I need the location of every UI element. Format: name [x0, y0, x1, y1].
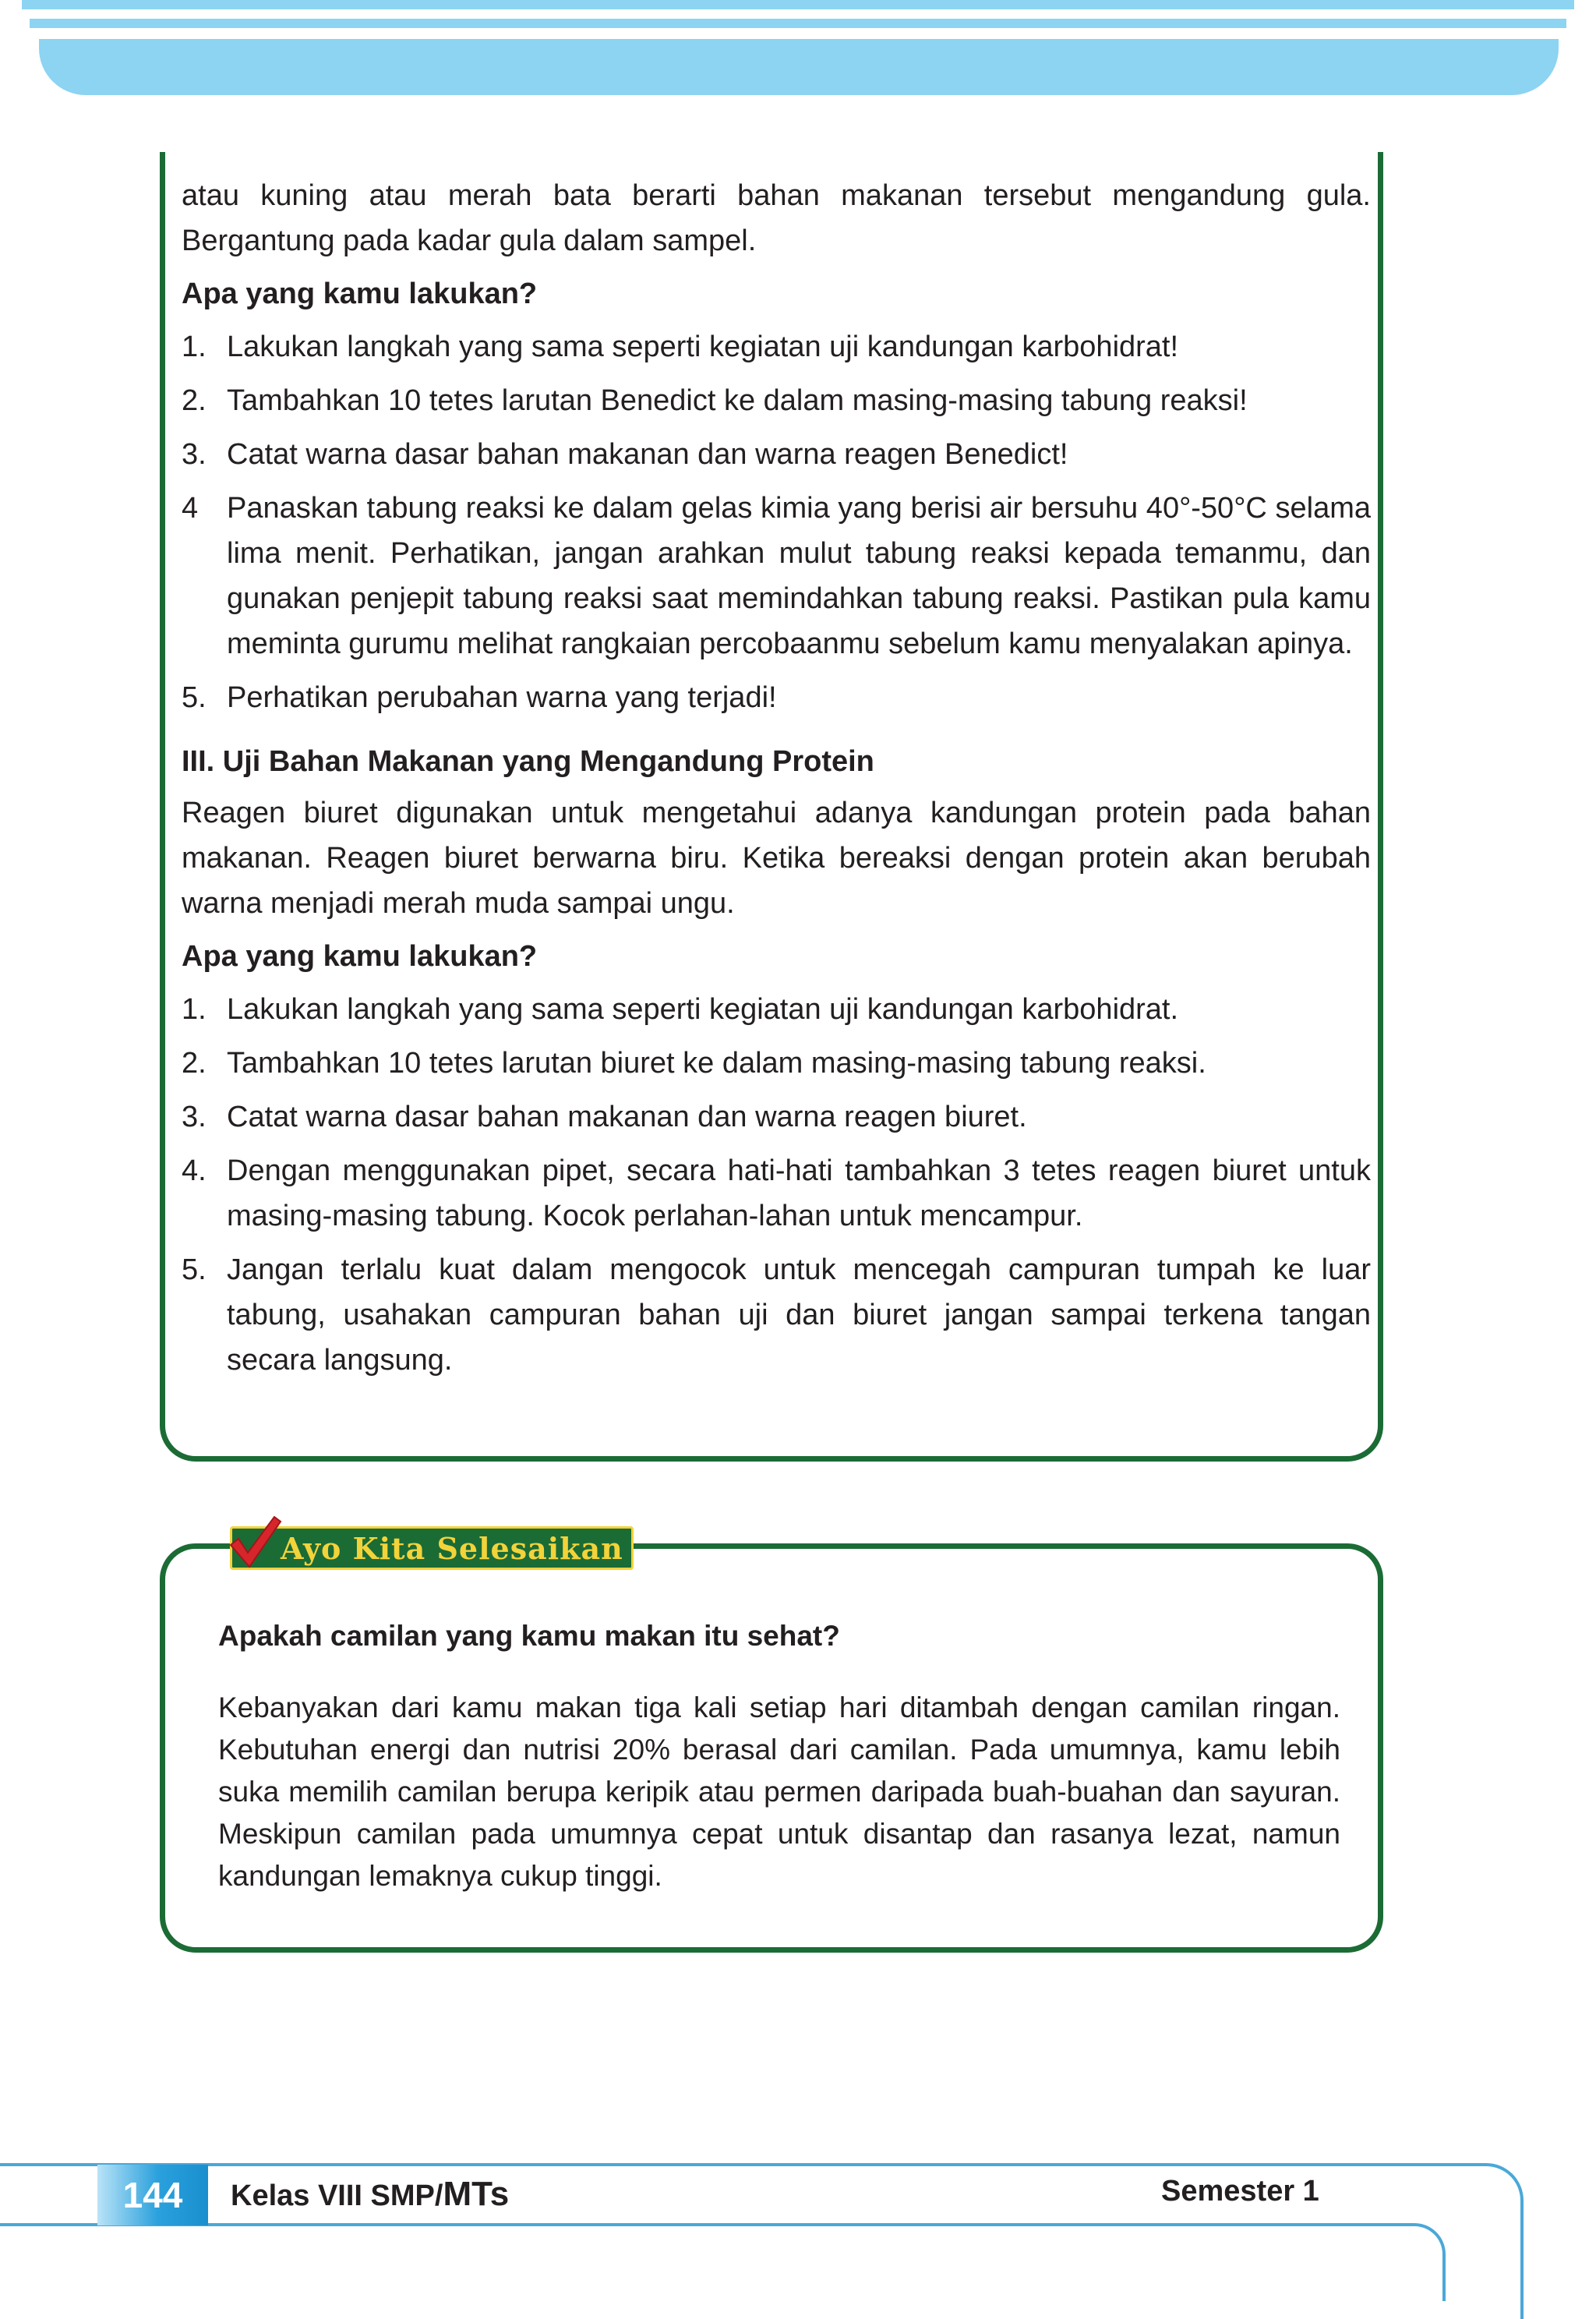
intro-paragraph: atau kuning atau merah bata berarti bahan makanan tersebut mengandung gula. Bergantung pada kadar gula dalam sampel. — [182, 179, 1371, 257]
header-band — [39, 39, 1559, 95]
list-number: 4 — [182, 492, 199, 525]
list-number: 3. — [182, 438, 207, 471]
list-item — [182, 1148, 1371, 1239]
list-item — [182, 1041, 1371, 1086]
header-stripe-middle — [30, 19, 1566, 28]
ayo-kita-selesaikan-badge — [230, 1526, 634, 1570]
reflection-paragraph: Kebanyakan dari kamu makan tiga kali setiap hari ditambah dengan camilan ringan. Kebutuhan energi dan nutrisi 20% berasal dari camilan. Pada umumnya, kamu lebih suka memilih camilan berupa keripik atau permen daripada buah-buahan dan sayuran. Meskipun camilan pada umumnya cepat untuk disantap dan rasanya lezat, namun kandungan lemaknya cukup tinggi. — [218, 1692, 1340, 1892]
list-number: 5. — [182, 681, 207, 714]
steps-list-biuret — [182, 987, 1371, 1383]
list-item — [182, 675, 1371, 720]
list-text: Perhatikan perubahan warna yang terjadi! — [227, 681, 777, 714]
page-number: 144 — [122, 2175, 183, 2215]
list-text: Lakukan langkah yang sama seperti kegiatan uji kandungan karbohidrat! — [227, 331, 1179, 363]
footer-semester: Semester 1 — [1161, 2175, 1319, 2208]
list-item — [182, 324, 1371, 369]
list-item — [182, 486, 1371, 666]
reflection-content — [218, 1615, 1340, 1897]
steps-heading: Apa yang kamu lakukan? — [182, 278, 538, 310]
list-item — [182, 432, 1371, 477]
list-text: Catat warna dasar bahan makanan dan warna reagen biuret. — [227, 1101, 1027, 1133]
steps-list-benedict — [182, 324, 1371, 720]
list-text: Tambahkan 10 tetes larutan biuret ke dalam masing-masing tabung reaksi. — [227, 1047, 1206, 1080]
list-number: 1. — [182, 993, 207, 1026]
footer-class-label — [231, 2175, 509, 2214]
list-text: Dengan menggunakan pipet, secara hati-hati tambahkan 3 tetes reagen biuret untuk masing-masing tabung. Kocok perlahan-lahan untuk mencampur. — [227, 1154, 1371, 1232]
list-text: Lakukan langkah yang sama seperti kegiatan uji kandungan karbohidrat. — [227, 993, 1179, 1026]
list-text: Panaskan tabung reaksi ke dalam gelas kimia yang berisi air bersuhu 40°-50°C selama lima menit. Perhatikan, jangan arahkan mulut tabung reaksi kepada temanmu, dan gunakan penjepit tabung reaksi saat memindahkan tabung reaksi. Pastikan pula kamu meminta gurumu melihat rangkaian percobaanmu sebelum kamu menyalakan apinya. — [227, 492, 1371, 660]
header-stripe-top — [22, 0, 1574, 9]
activity-content — [182, 173, 1371, 1391]
list-text: Tambahkan 10 tetes larutan Benedict ke dalam masing-masing tabung reaksi! — [227, 384, 1248, 417]
list-item — [182, 1247, 1371, 1383]
page-number-tab — [97, 2165, 208, 2225]
list-item — [182, 1094, 1371, 1140]
list-number: 5. — [182, 1253, 207, 1286]
list-item — [182, 378, 1371, 423]
list-number: 4. — [182, 1154, 207, 1187]
badge-label: Ayo Kita Selesaikan — [281, 1530, 623, 1566]
section-title-protein: III. Uji Bahan Makanan yang Mengandung Protein — [182, 745, 874, 778]
steps-heading-2: Apa yang kamu lakukan? — [182, 940, 538, 973]
list-number: 2. — [182, 384, 207, 417]
section-paragraph: Reagen biuret digunakan untuk mengetahui adanya kandungan protein pada bahan makanan. Reagen biuret berwarna biru. Ketika bereaksi dengan protein akan berubah warna menjadi merah muda sampai ungu. — [182, 797, 1371, 920]
list-text: Catat warna dasar bahan makanan dan warna reagen Benedict! — [227, 438, 1068, 471]
class-label-mts: MTs — [443, 2175, 510, 2213]
class-label-text: Kelas VIII SMP/ — [231, 2179, 443, 2212]
footer-frame-inner — [0, 2223, 1446, 2301]
reflection-question: Apakah camilan yang kamu makan itu sehat? — [218, 1620, 840, 1652]
list-item — [182, 987, 1371, 1032]
list-text: Jangan terlalu kuat dalam mengocok untuk mencegah campuran tumpah ke luar tabung, usahakan campuran bahan uji dan biuret jangan sampai terkena tangan secara langsung. — [227, 1253, 1371, 1377]
checkmark-icon — [228, 1514, 282, 1570]
list-number: 1. — [182, 331, 207, 363]
list-number: 2. — [182, 1047, 207, 1080]
list-number: 3. — [182, 1101, 207, 1133]
